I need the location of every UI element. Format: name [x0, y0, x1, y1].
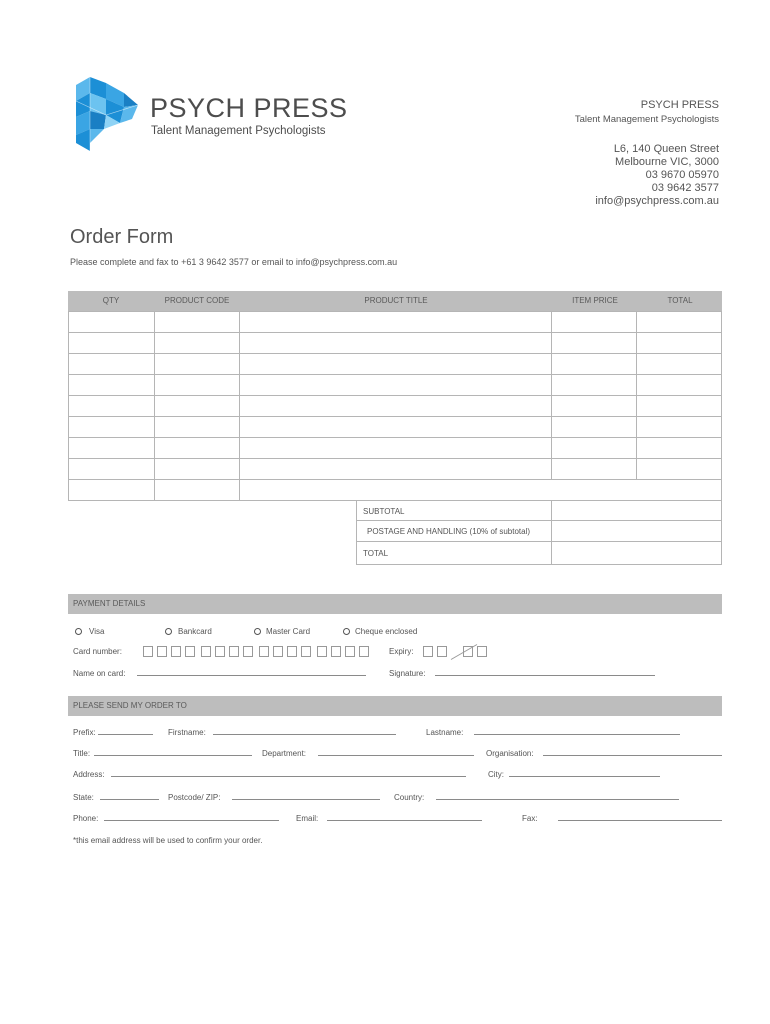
- card-digit-box[interactable]: [229, 646, 239, 657]
- qty-cell[interactable]: [68, 437, 155, 459]
- product-code-cell[interactable]: [154, 479, 240, 501]
- expiry-label: Expiry:: [389, 647, 414, 656]
- visa-radio[interactable]: [75, 628, 82, 635]
- item-price-cell[interactable]: [551, 353, 637, 375]
- lastname-label: Lastname:: [426, 728, 464, 737]
- total-cell[interactable]: [636, 416, 722, 438]
- phone-label: Phone:: [73, 814, 99, 823]
- expiry-digit-box[interactable]: [423, 646, 433, 657]
- qty-cell[interactable]: [68, 458, 155, 480]
- psych-press-logo-icon: [76, 77, 138, 151]
- qty-cell[interactable]: [68, 395, 155, 417]
- address-company: PSYCH PRESS: [640, 99, 719, 111]
- product-title-cell[interactable]: [239, 353, 552, 375]
- header-qty: QTY: [102, 296, 120, 305]
- product-code-cell[interactable]: [154, 395, 240, 417]
- card-digit-box[interactable]: [317, 646, 327, 657]
- address-phone1: 03 9670 05970: [645, 169, 719, 181]
- state-label: State:: [73, 793, 94, 802]
- address-phone2: 03 9642 3577: [651, 182, 719, 194]
- signature-line[interactable]: [435, 675, 655, 676]
- prefix-label: Prefix:: [73, 728, 96, 737]
- total-cell[interactable]: [636, 374, 722, 396]
- product-title-cell[interactable]: [239, 374, 552, 396]
- payment-details-title: PAYMENT DETAILS: [73, 599, 146, 608]
- item-price-cell[interactable]: [551, 332, 637, 354]
- address-tagline: Talent Management Psychologists: [574, 114, 719, 125]
- header-product-code: PRODUCT CODE: [164, 296, 230, 305]
- product-code-cell[interactable]: [154, 353, 240, 375]
- country-label: Country:: [394, 793, 425, 802]
- postage-label: POSTAGE AND HANDLING (10% of subtotal): [367, 527, 531, 536]
- product-title-cell[interactable]: [239, 458, 552, 480]
- item-price-cell[interactable]: [551, 416, 637, 438]
- email-line[interactable]: [327, 820, 482, 821]
- postcode-line[interactable]: [232, 799, 380, 800]
- title-line[interactable]: [94, 755, 252, 756]
- qty-cell[interactable]: [68, 311, 155, 333]
- department-label: Department:: [262, 749, 307, 758]
- organisation-line[interactable]: [543, 755, 722, 756]
- expiry-digit-box[interactable]: [477, 646, 487, 657]
- cheque-label: Cheque enclosed: [355, 627, 418, 636]
- postage-label-cell: [356, 520, 552, 542]
- subtotal-field[interactable]: [551, 500, 722, 521]
- address-label: Address:: [73, 770, 105, 779]
- country-line[interactable]: [436, 799, 679, 800]
- item-price-cell[interactable]: [551, 395, 637, 417]
- card-digit-box[interactable]: [243, 646, 253, 657]
- header-item-price: ITEM PRICE: [572, 296, 618, 305]
- name-on-card-label: Name on card:: [73, 669, 126, 678]
- header-product-title: PRODUCT TITLE: [364, 296, 428, 305]
- product-code-cell[interactable]: [154, 437, 240, 459]
- card-digit-box[interactable]: [287, 646, 297, 657]
- postage-field[interactable]: [551, 520, 722, 542]
- product-code-cell[interactable]: [154, 332, 240, 354]
- page-title: Order Form: [70, 226, 174, 248]
- product-title-cell[interactable]: [239, 479, 722, 501]
- card-digit-box[interactable]: [171, 646, 181, 657]
- item-price-cell[interactable]: [551, 437, 637, 459]
- brand-name: PSYCH PRESS: [150, 93, 348, 123]
- send-order-title: PLEASE SEND MY ORDER TO: [73, 701, 187, 710]
- brand-tagline: Talent Management Psychologists: [151, 125, 326, 137]
- card-number-label: Card number:: [73, 647, 122, 656]
- total-cell[interactable]: [636, 395, 722, 417]
- fax-line[interactable]: [558, 820, 722, 821]
- card-digit-box[interactable]: [345, 646, 355, 657]
- qty-cell[interactable]: [68, 332, 155, 354]
- card-digit-box[interactable]: [331, 646, 341, 657]
- qty-cell[interactable]: [68, 479, 155, 501]
- address-street: L6, 140 Queen Street: [613, 143, 719, 155]
- state-line[interactable]: [100, 799, 159, 800]
- card-digit-box[interactable]: [359, 646, 369, 657]
- header-total: TOTAL: [667, 296, 693, 305]
- product-title-cell[interactable]: [239, 332, 552, 354]
- product-code-cell[interactable]: [154, 416, 240, 438]
- total-field[interactable]: [551, 541, 722, 565]
- mastercard-radio[interactable]: [254, 628, 261, 635]
- card-digit-box[interactable]: [157, 646, 167, 657]
- total-cell[interactable]: [636, 437, 722, 459]
- firstname-line[interactable]: [213, 734, 396, 735]
- form-instructions: Please complete and fax to +61 3 9642 3577 or email to info@psychpress.com.au: [70, 257, 398, 267]
- organisation-label: Organisation:: [486, 749, 534, 758]
- card-digit-box[interactable]: [273, 646, 283, 657]
- city-line[interactable]: [509, 776, 660, 777]
- address-line[interactable]: [111, 776, 466, 777]
- total-label: TOTAL: [363, 549, 389, 558]
- order-table-header: [68, 291, 722, 311]
- department-line[interactable]: [318, 755, 474, 756]
- title-label: Title:: [73, 749, 91, 758]
- bankcard-radio[interactable]: [165, 628, 172, 635]
- prefix-line[interactable]: [98, 734, 153, 735]
- firstname-label: Firstname:: [168, 728, 206, 737]
- qty-cell[interactable]: [68, 416, 155, 438]
- product-title-cell[interactable]: [239, 437, 552, 459]
- card-digit-box[interactable]: [201, 646, 211, 657]
- fax-label: Fax:: [522, 814, 538, 823]
- card-digit-box[interactable]: [143, 646, 153, 657]
- expiry-digit-box[interactable]: [437, 646, 447, 657]
- email-label: Email:: [296, 814, 319, 823]
- total-cell[interactable]: [636, 353, 722, 375]
- card-digit-box[interactable]: [215, 646, 225, 657]
- card-digit-box[interactable]: [301, 646, 311, 657]
- total-cell[interactable]: [636, 458, 722, 480]
- product-title-cell[interactable]: [239, 416, 552, 438]
- item-price-cell[interactable]: [551, 374, 637, 396]
- visa-label: Visa: [89, 627, 105, 636]
- card-digit-box[interactable]: [259, 646, 269, 657]
- city-label: City:: [488, 770, 504, 779]
- cheque-radio[interactable]: [343, 628, 350, 635]
- postcode-label: Postcode/ ZIP:: [168, 793, 221, 802]
- product-code-cell[interactable]: [154, 458, 240, 480]
- subtotal-label: SUBTOTAL: [363, 507, 405, 516]
- send-order-bar: [68, 696, 722, 716]
- bankcard-label: Bankcard: [178, 627, 212, 636]
- total-cell[interactable]: [636, 311, 722, 333]
- total-label-cell: [356, 541, 552, 565]
- product-title-cell[interactable]: [239, 395, 552, 417]
- payment-details-bar: [68, 594, 722, 614]
- name-on-card-line[interactable]: [137, 675, 366, 676]
- total-cell[interactable]: [636, 332, 722, 354]
- mastercard-label: Master Card: [266, 627, 311, 636]
- product-title-cell[interactable]: [239, 311, 552, 333]
- qty-cell[interactable]: [68, 374, 155, 396]
- qty-cell[interactable]: [68, 353, 155, 375]
- subtotal-label-cell: [356, 500, 552, 521]
- email-note: *this email address will be used to confirm your order.: [73, 836, 263, 845]
- card-digit-box[interactable]: [185, 646, 195, 657]
- item-price-cell[interactable]: [551, 311, 637, 333]
- address-email: info@psychpress.com.au: [595, 195, 719, 207]
- address-city: Melbourne VIC, 3000: [615, 156, 719, 168]
- signature-label: Signature:: [389, 669, 426, 678]
- product-code-cell[interactable]: [154, 311, 240, 333]
- item-price-cell[interactable]: [551, 458, 637, 480]
- product-code-cell[interactable]: [154, 374, 240, 396]
- lastname-line[interactable]: [474, 734, 680, 735]
- phone-line[interactable]: [104, 820, 279, 821]
